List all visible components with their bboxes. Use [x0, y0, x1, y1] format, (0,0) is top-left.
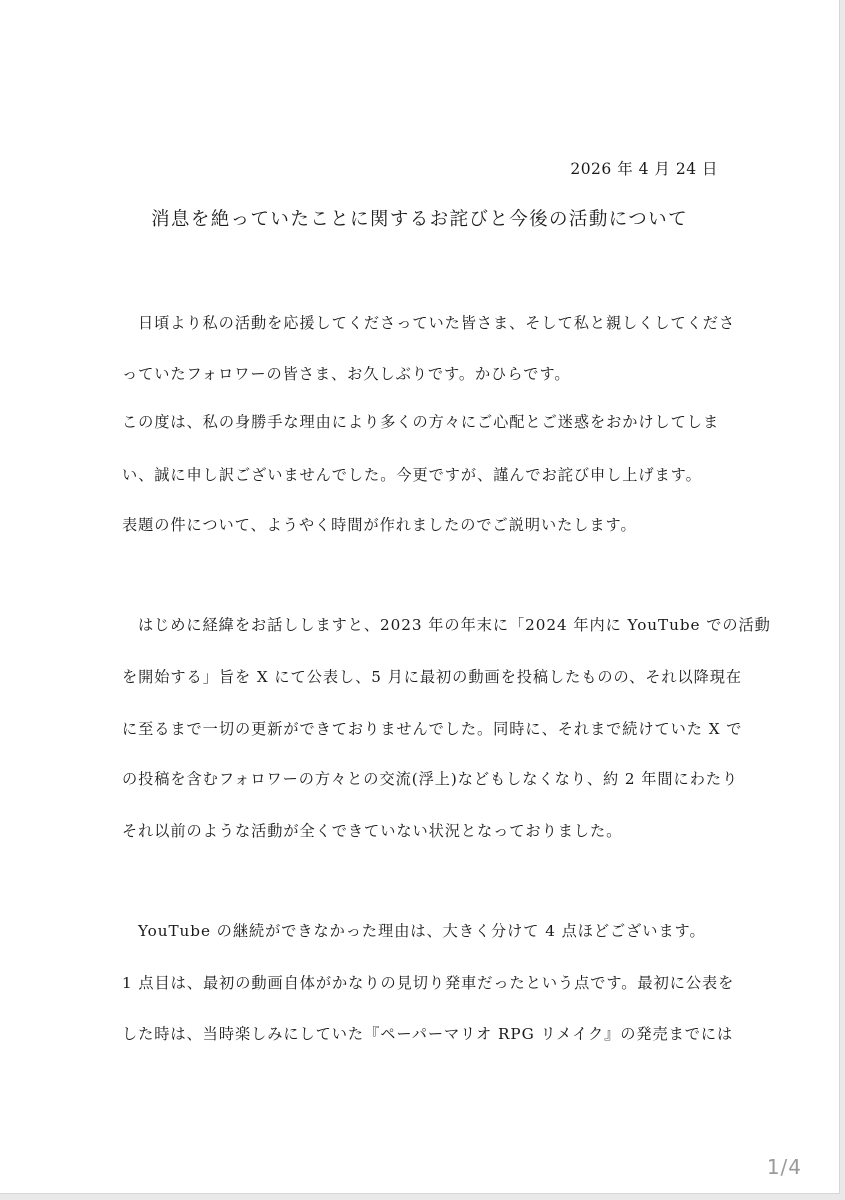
body-line: を開始する」旨を X にて公表し、5 月に最初の動画を投稿したものの、それ以降現在 — [122, 668, 743, 686]
document-date: 2026 年 4 月 24 日 — [570, 160, 718, 178]
document-title: 消息を絶っていたことに関するお詫びと今後の活動について — [151, 209, 688, 230]
body-line: はじめに経緯をお話ししますと、2023 年の年末に「2024 年内に YouTube での活動 — [138, 616, 771, 634]
body-line: した時は、当時楽しみにしていた『ペーパーマリオ RPG リメイク』の発売までには — [122, 1025, 734, 1043]
page-indicator: 1/4 — [766, 1155, 802, 1179]
body-line: 1 点目は、最初の動画自体がかなりの見切り発車だったという点です。最初に公表を — [122, 974, 735, 992]
body-line: っていたフォロワーの皆さま、お久しぶりです。かひらです。 — [122, 365, 571, 383]
body-line: に至るまで一切の更新ができておりませんでした。同時に、それまで続けていた X で — [122, 720, 743, 738]
body-line: この度は、私の身勝手な理由により多くの方々にご心配とご迷惑をおかけしてしま — [122, 413, 720, 431]
body-line: 日頃より私の活動を応援してくださっていた皆さま、そして私と親しくしてくださ — [138, 314, 736, 332]
body-line: い、誠に申し訳ございませんでした。今更ですが、謹んでお詫び申し上げます。 — [122, 466, 702, 484]
body-line: YouTube の継続ができなかった理由は、大きく分けて 4 点ほどございます。 — [138, 922, 706, 940]
body-line: 表題の件について、ようやく時間が作れましたのでご説明いたします。 — [122, 516, 637, 534]
body-line: の投稿を含むフォロワーの方々との交流(浮上)などもしなくなり、約 2 年間にわたり — [122, 770, 739, 788]
body-line: それ以前のような活動が全くできていない状況となっておりました。 — [122, 822, 623, 840]
